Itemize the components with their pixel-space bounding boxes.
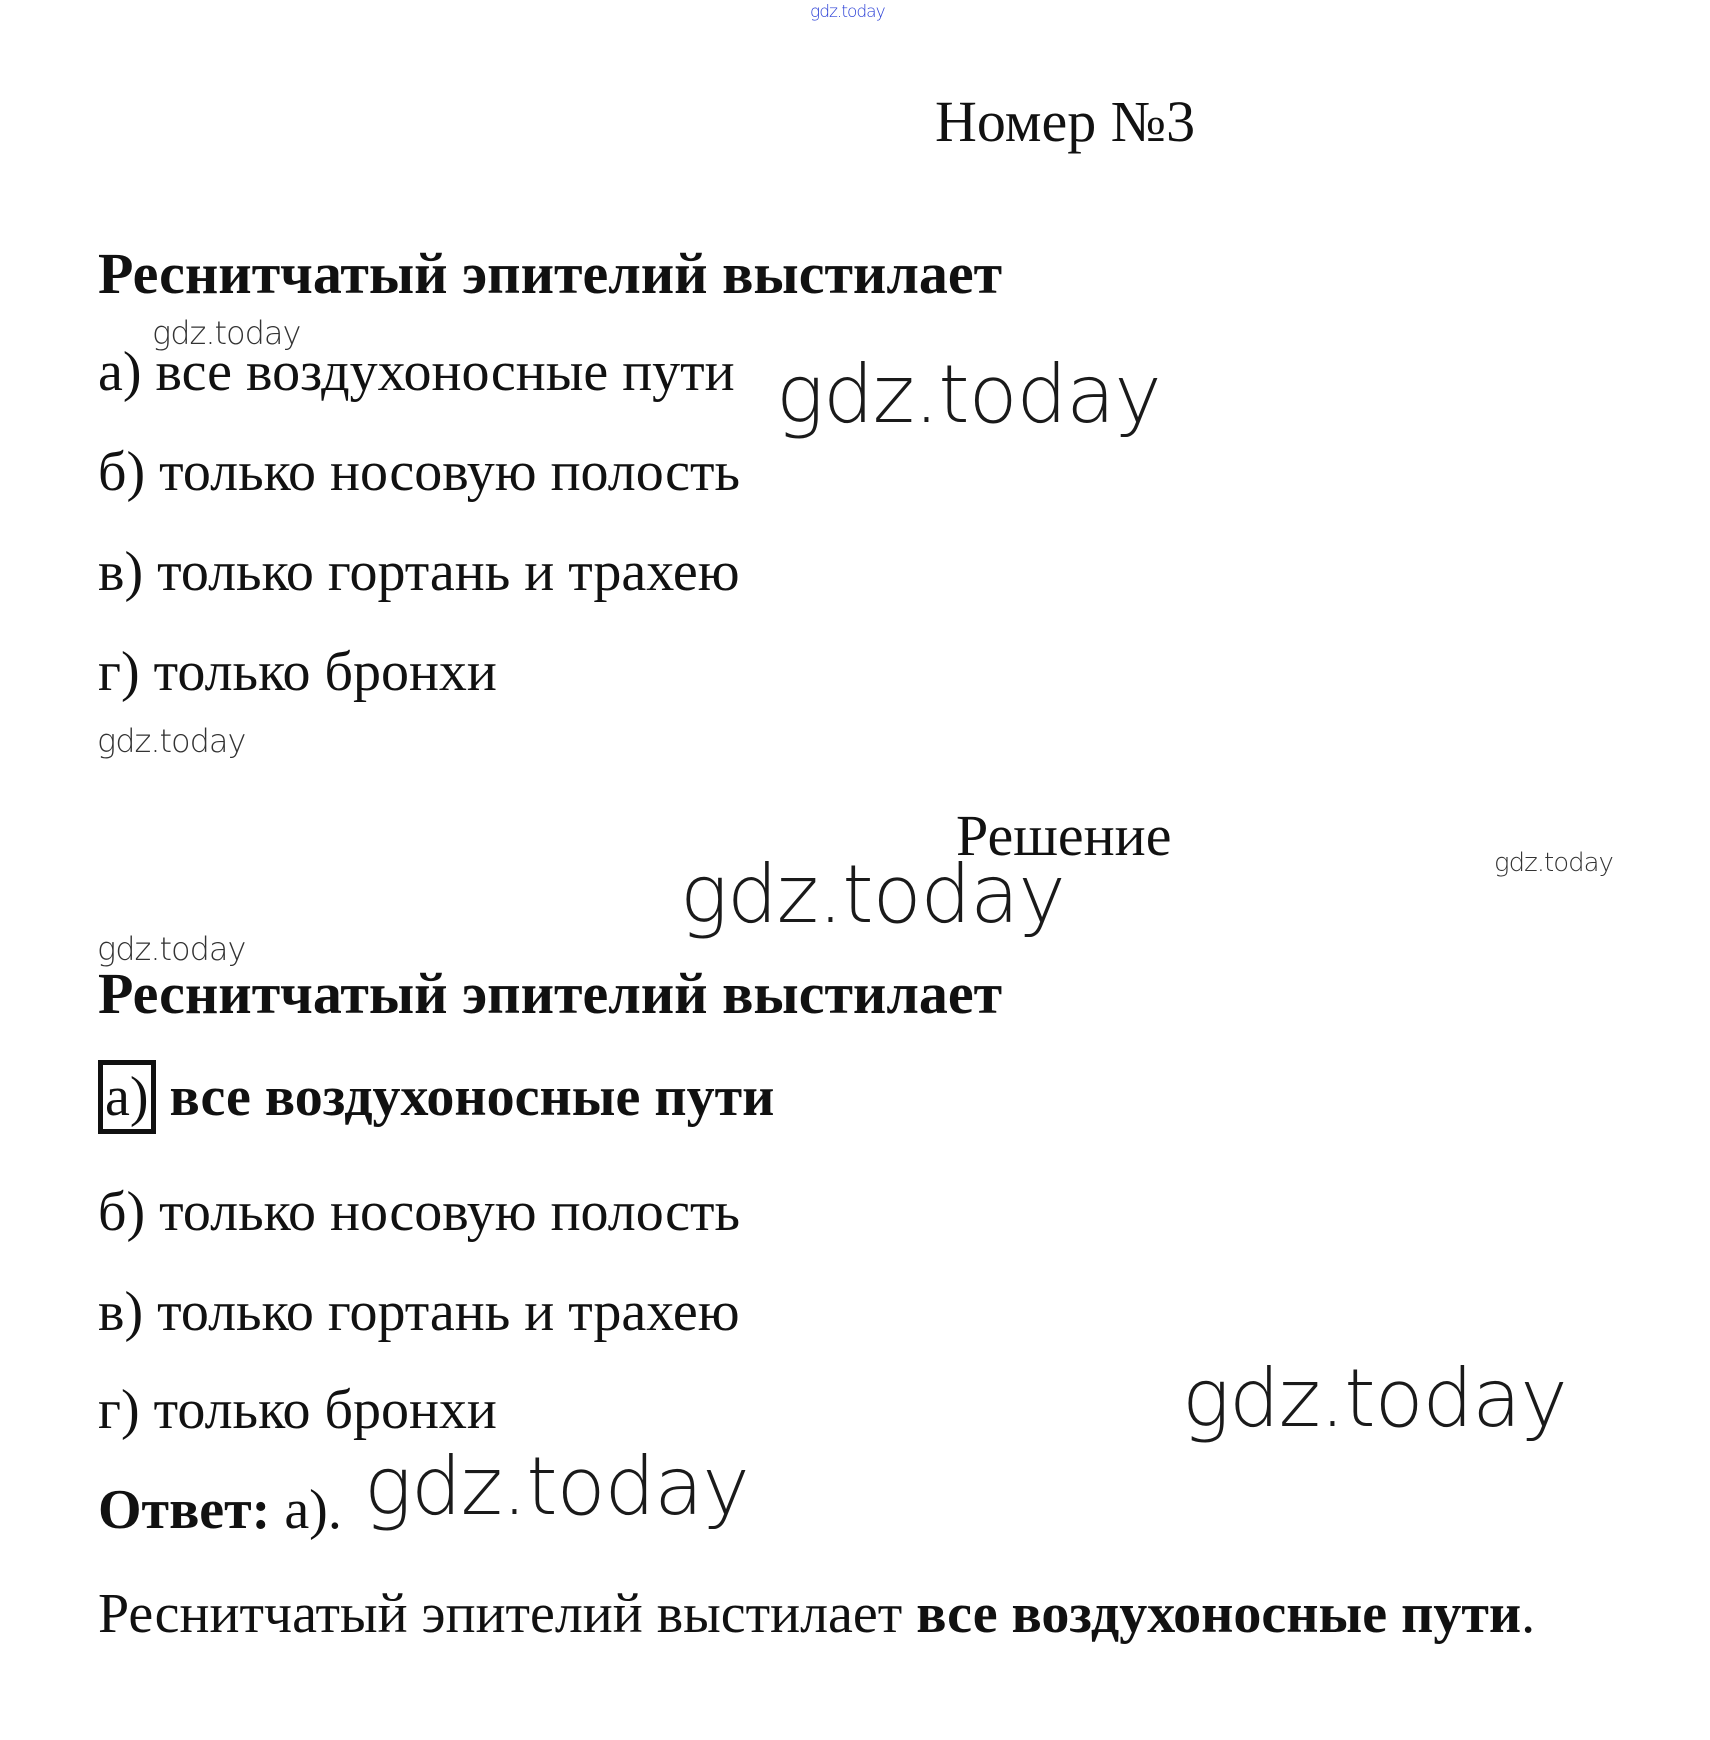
watermark: gdz.today — [680, 848, 1065, 941]
watermark: gdz.today — [364, 1440, 749, 1533]
final-bold: все воздухоносные пути — [916, 1583, 1522, 1645]
option-c: в) только гортань и трахею — [98, 541, 740, 603]
selected-marker-box: а) — [98, 1060, 156, 1134]
answer-value: а). — [284, 1479, 342, 1541]
answer-label: Ответ: — [98, 1479, 271, 1541]
watermark: gdz.today — [1494, 848, 1613, 878]
solution-option-b: б) только носовую полость — [98, 1181, 741, 1243]
page-title: Номер №3 — [935, 89, 1196, 154]
option-b: б) только носовую полость — [98, 441, 741, 503]
selected-option-text: все воздухоносные пути — [169, 1066, 775, 1128]
answer-line — [98, 1478, 342, 1542]
watermark: gdz.today — [152, 314, 301, 352]
option-a: а) все воздухоносные пути — [98, 341, 735, 403]
watermark: gdz.today — [97, 930, 246, 968]
solution-option-d: г) только бронхи — [98, 1379, 497, 1441]
watermark: gdz.today — [776, 348, 1161, 441]
solution-option-c: в) только гортань и трахею — [98, 1281, 740, 1343]
solution-heading: Решение — [956, 803, 1172, 868]
option-d: г) только бронхи — [98, 641, 497, 703]
final-plain: Реснитчатый эпителий выстилает — [98, 1583, 903, 1645]
final-period: . — [1521, 1583, 1536, 1645]
watermark: gdz.today — [97, 722, 246, 760]
solution-question-text: Реснитчатый эпителий выстилает — [98, 961, 1003, 1026]
watermark-top: gdz.today — [810, 2, 885, 22]
question-text: Реснитчатый эпителий выстилает — [98, 241, 1003, 306]
selected-option — [98, 1060, 774, 1134]
final-sentence — [98, 1582, 1535, 1646]
watermark: gdz.today — [1182, 1352, 1567, 1445]
